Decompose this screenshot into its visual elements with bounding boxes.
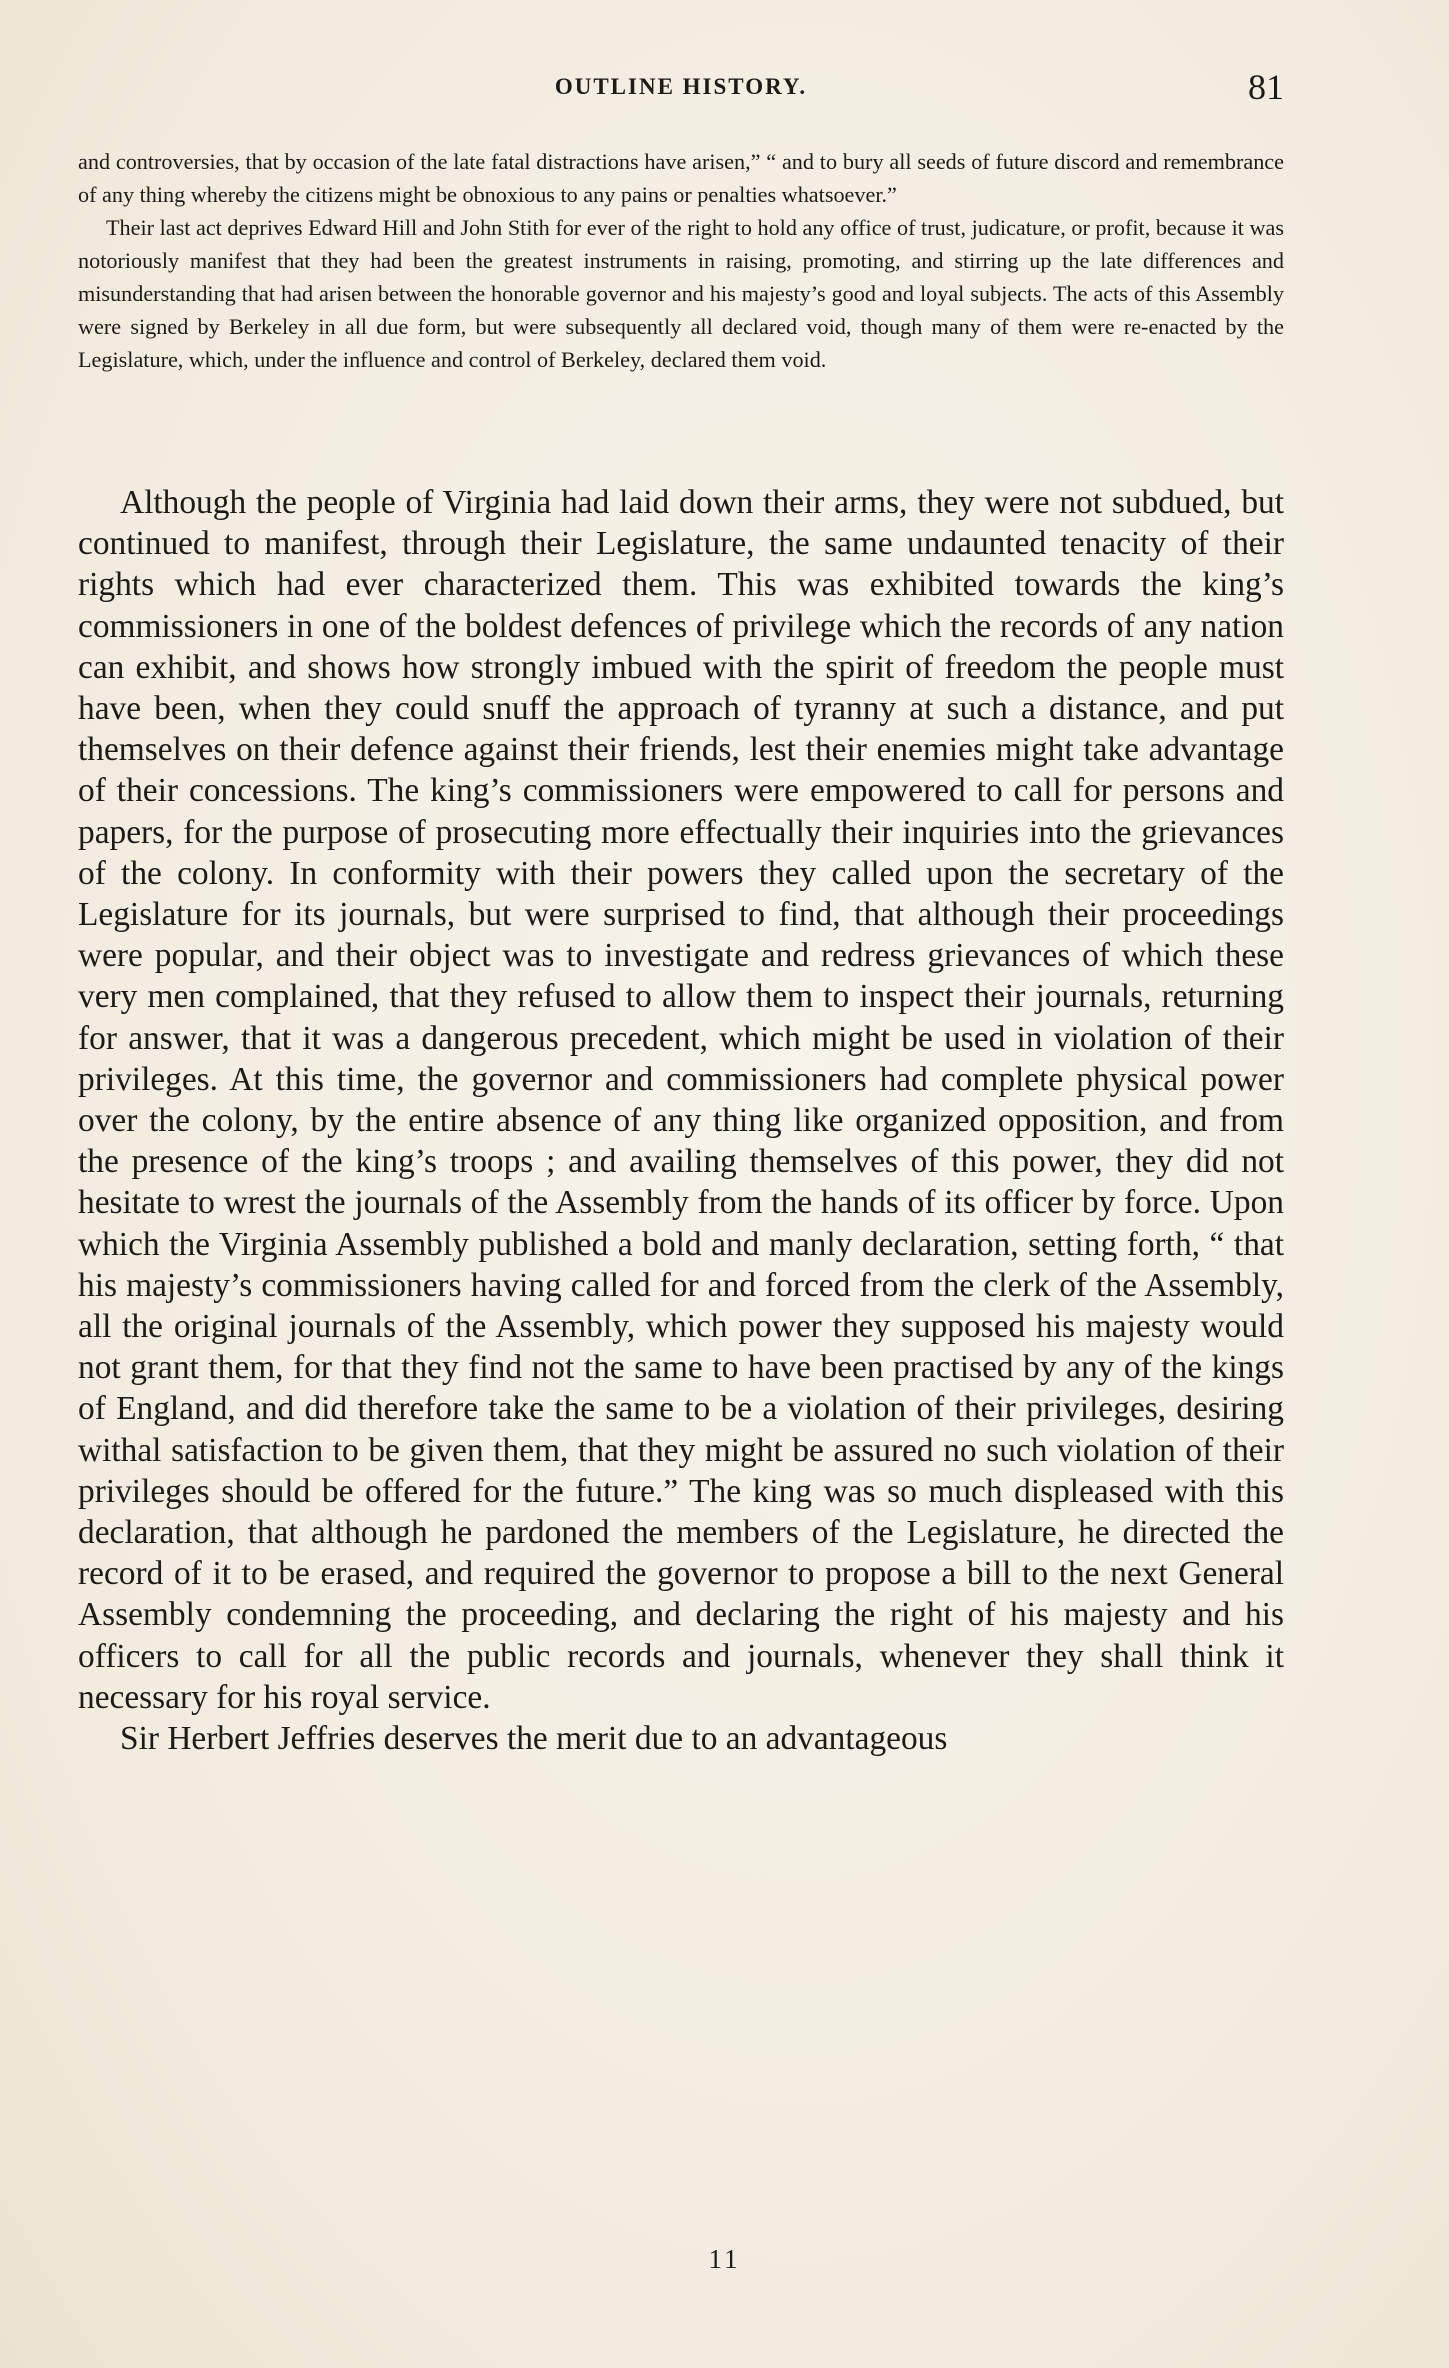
body-text (78, 482, 1284, 1759)
footnote-block (78, 145, 1284, 376)
body-paragraph-1: Although the people of Virginia had laid down their arms, they were not subdued, but continued to manifest, through their Legislature, the same undaunted tenacity of their rights which had ever characterized them. This was exhibited towards the king’s commissioners in one of the boldest defences of privilege which the records of any nation can exhibit, and shows how strongly imbued with the spirit of freedom the people must have been, when they could snuff the approach of tyranny at such a distance, and put themselves on their defence against their friends, lest their enemies might take advantage of their concessions. The king’s commissioners were empowered to call for persons and papers, for the purpose of prosecuting more effectually their inquiries into the grievances of the colony. In conformity with their powers they called upon the secretary of the Legislature for its journals, but were surprised to find, that although their proceedings were popular, and their object was to investigate and redress grievances of which these very men complained, that they refused to allow them to inspect their journals, returning for answer, that it was a dangerous precedent, which might be used in violation of their privileges. At this time, the governor and commissioners had complete physical power over the colony, by the entire absence of any thing like organized opposition, and from the presence of the king’s troops ; and availing themselves of this power, they did not hesitate to wrest the journals of the Assembly from the hands of its officer by force. Upon which the Virginia Assembly published a bold and manly declaration, setting forth, “ that his majesty’s commissioners having called for and forced from the clerk of the Assembly, all the original journals of the Assembly, which power they supposed his majesty would not grant them, for that they find not the same to have been practised by any of the kings of England, and did therefore take the same to be a violation of their privileges, desiring withal satisfaction to be given them, that they might be assured no such violation of their privileges should be offered for the future.” The king was so much displeased with this declaration, that although he pardoned the members of the Legislature, he directed the record of it to be erased, and required the governor to propose a bill to the next General Assembly condemning the proceeding, and declaring the right of his majesty and his officers to call for all the public records and journals, whenever they shall think it necessary for his royal service. (78, 484, 1284, 1716)
running-head (78, 66, 1284, 106)
note-paragraph-1: and controversies, that by occasion of the late fatal distractions have arisen,” “ and to bury all seeds of future discord and remembrance of any thing whereby the citizens might be obnoxious to any pains or penalties whatsoever.” (78, 149, 1284, 207)
body-paragraph-2: Sir Herbert Jeffries deserves the merit due to an advantageous (120, 1720, 948, 1758)
page-number: 81 (1248, 67, 1284, 107)
signature-mark: 11 (708, 2244, 741, 2274)
note-paragraph-2: Their last act deprives Edward Hill and John Stith for ever of the right to hold any office of trust, judicature, or profit, because it was notoriously manifest that they had been the greatest instruments in raising, promoting, and stirring up the late differences and misunderstanding that had arisen between the honorable governor and his majesty’s good and loyal subjects. The acts of this Assembly were signed by Berkeley in all due form, but were subsequently all declared void, though many of them were re-enacted by the Legislature, which, under the influence and control of Berkeley, declared them void. (78, 215, 1284, 372)
running-title: OUTLINE HISTORY. (554, 74, 808, 99)
